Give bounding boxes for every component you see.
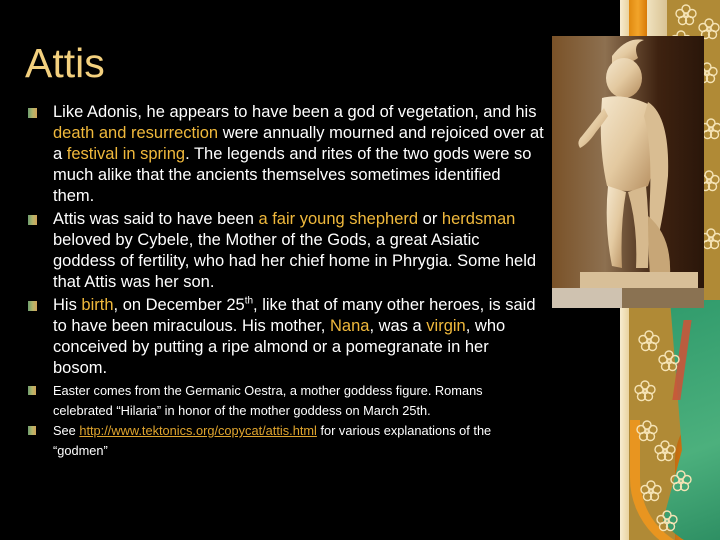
- bullet-square-icon: [28, 426, 36, 435]
- statue-photo: [552, 36, 704, 308]
- bullet-text: , like that of many other heroes, is said to have been miraculous. His mother,: [53, 296, 536, 335]
- bullet-square-icon: [28, 215, 37, 225]
- bullet-text: , on December 25: [113, 296, 245, 314]
- slide-title: Attis: [25, 40, 105, 86]
- highlighted-text: a fair young shepherd: [258, 210, 419, 228]
- bullet-text: beloved by Cybele, the Mother of the Gods, a great Asiatic goddess of fertility, who had her chief home in Phrygia. Some held that Attis was her son.: [53, 231, 537, 291]
- highlighted-text: herdsman: [441, 210, 516, 228]
- bullet-text: for various explanations of the “godmen”: [53, 423, 492, 458]
- bullet-text: Easter comes from the Germanic Oestra, a mother goddess figure. Romans celebrated “Hilaria” in honor of the mother goddess on March 25th.: [53, 383, 483, 418]
- bullet-text: , was a: [369, 317, 427, 335]
- bullet-item: [24, 421, 544, 461]
- flower-icon: [675, 4, 697, 26]
- bullet-text: were annually mourned and rejoiced over at a: [53, 124, 544, 163]
- bullet-square-icon: [28, 301, 37, 311]
- highlighted-text: Nana: [329, 317, 370, 335]
- highlighted-text: virgin: [426, 317, 466, 335]
- flower-icon: [654, 440, 676, 462]
- bullet-item: [24, 102, 544, 207]
- flower-icon: [636, 420, 658, 442]
- bullet-square-icon: [28, 108, 37, 118]
- bullet-text: His: [53, 296, 82, 314]
- flower-icon: [656, 510, 678, 532]
- bullet-text: Attis was said to have been: [53, 210, 259, 228]
- bullet-item: [24, 209, 544, 293]
- flower-icon: [640, 480, 662, 502]
- bullet-text: Like Adonis, he appears to have been a god of vegetation, and his: [53, 103, 537, 121]
- highlighted-text: birth: [81, 296, 114, 314]
- flower-icon: [638, 330, 660, 352]
- flower-icon: [658, 350, 680, 372]
- bullet-square-icon: [28, 386, 36, 395]
- light-stripe: [647, 0, 667, 36]
- orange-stripe: [629, 0, 647, 36]
- flower-icon: [670, 470, 692, 492]
- flower-icon: [634, 380, 656, 402]
- statue-icon: [552, 36, 704, 308]
- reference-link[interactable]: http://www.tektonics.org/copycat/attis.html: [79, 423, 317, 438]
- superscript-text: th: [244, 295, 254, 307]
- bullet-item: [24, 295, 544, 379]
- bullet-list: [24, 102, 544, 461]
- bullet-item: [24, 381, 544, 421]
- highlighted-text: festival in spring: [66, 145, 186, 163]
- bullet-text: , who conceived by putting a ripe almond or a pomegranate in her bosom.: [53, 317, 506, 377]
- bullet-text: or: [418, 210, 442, 228]
- bullet-text: See: [53, 423, 80, 438]
- bullet-text: . The legends and rites of the two gods were so much alike that the ancients themselves sometimes identified them.: [53, 145, 532, 205]
- highlighted-text: death and resurrection: [53, 124, 219, 142]
